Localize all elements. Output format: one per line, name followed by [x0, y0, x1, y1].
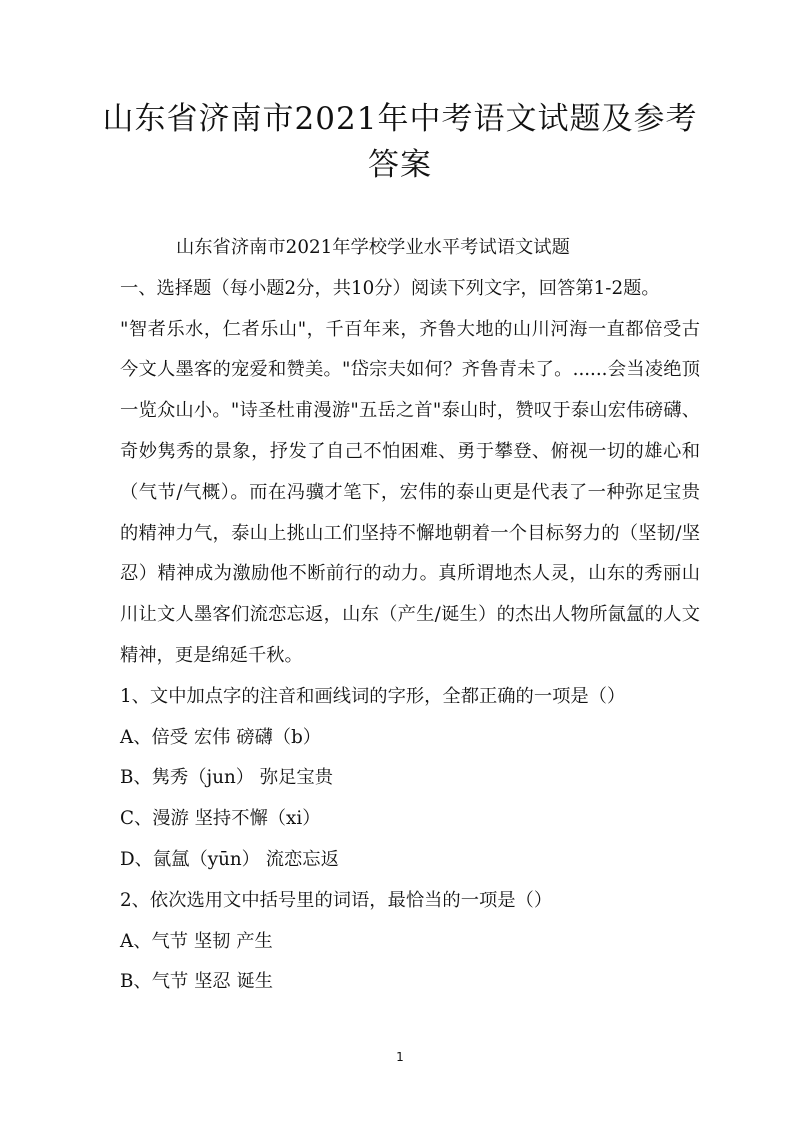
page-title	[100, 96, 700, 188]
question-1-option-b: B、隽秀（jun） 弥足宝贵	[120, 767, 333, 789]
question-1-option-c: C、漫游 坚持不懈（xi）	[120, 808, 321, 830]
question-2-option-b: B、气节 坚忍 诞生	[120, 971, 274, 993]
question-1	[120, 677, 700, 881]
question-2	[120, 881, 700, 1003]
question-1-option-a: A、倍受 宏伟 磅礴（b）	[120, 726, 322, 748]
document-body	[120, 228, 700, 1003]
question-2-stem: 2、依次选用文中括号里的词语，最恰当的一项是（）	[120, 889, 553, 911]
title-line-1: 山东省济南市2021年中考语文试题及参考	[102, 101, 698, 137]
exam-subtitle: 山东省济南市2021年学校学业水平考试语文试题	[176, 237, 570, 258]
question-2-option-a: A、气节 坚韧 产生	[120, 930, 273, 952]
page-number: 1	[396, 1050, 404, 1064]
section-heading: 一、选择题（每小题2分，共10分）阅读下列文字，回答第1-2题。	[120, 277, 660, 299]
title-line-2: 答案	[368, 147, 432, 183]
reading-passage: "智者乐水，仁者乐山"，千百年来，齐鲁大地的山川河海一直都倍受古今文人墨客的宠爱和赞美。"岱宗夫如何？齐鲁青未了。......会当凌绝顶一览众山小。"诗圣杜甫漫游"五岳之首"泰山时，赞叹于泰山宏伟磅礴、奇妙隽秀的景象，抒发了自己不怕困难、勇于攀登、俯视一切的雄心和（气节/气概）。而在冯骥才笔下，宏伟的泰山更是代表了一种弥足宝贵的精神力气，泰山上挑山工们坚持不懈地朝着一个目标努力的（坚韧/坚忍）精神成为激励他不断前行的动力。真所谓地杰人灵，山东的秀丽山川让文人墨客们流恋忘返，山东（产生/诞生）的杰出人物所氤氲的人文精神，更是绵延千秋。	[120, 318, 700, 666]
question-1-stem: 1、文中加点字的注音和画线词的字形，全都正确的一项是（）	[120, 685, 626, 707]
question-1-option-d: D、氤氲（yūn） 流恋忘返	[120, 848, 339, 870]
